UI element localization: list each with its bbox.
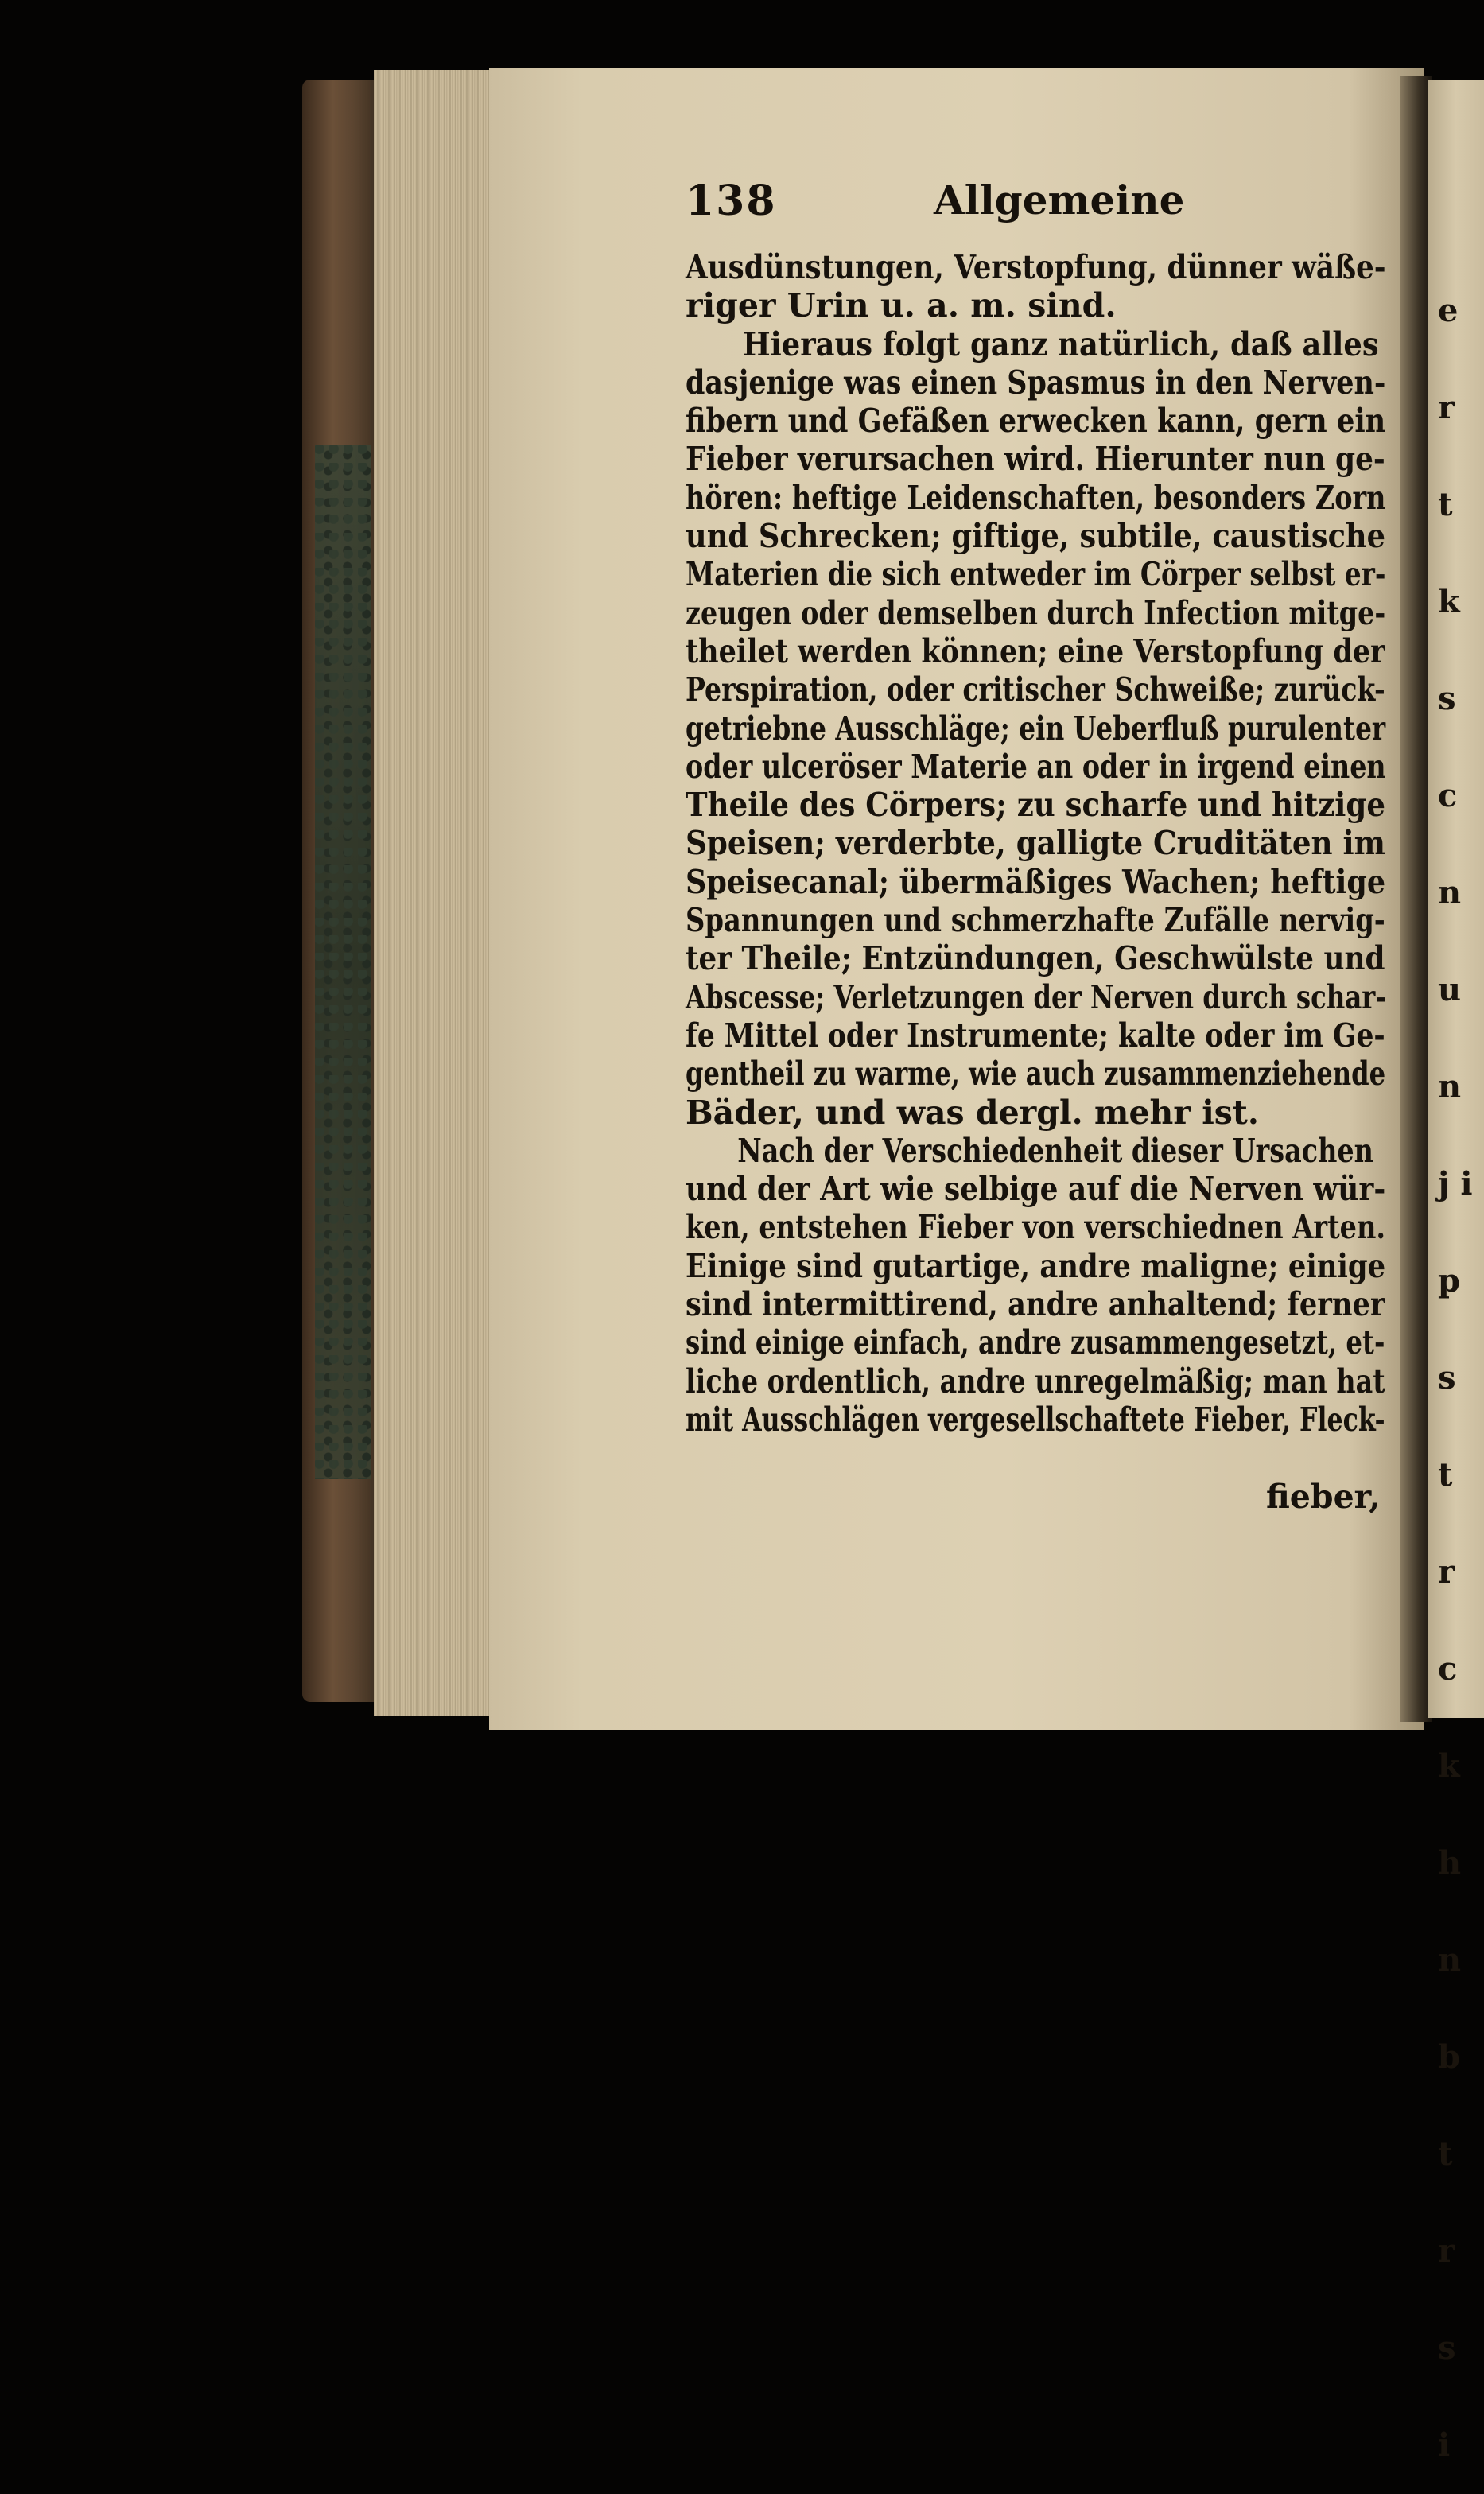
text-line: sind intermittirend, andre anhaltend; ferner	[686, 1285, 1385, 1324]
text-line: riger Urin u. a. m. sind.	[686, 286, 1117, 325]
text-line: Fieber verursachen wird. Hierunter nun ge-	[686, 440, 1385, 479]
text-line: Nach der Verschiedenheit dieser Ursachen	[737, 1131, 1373, 1170]
text-line: Materien die sich entweder im Cörper selbst er-	[686, 555, 1386, 594]
marbled-cover-edge	[315, 445, 371, 1479]
text-line: und Schrecken; giftige, subtile, caustische	[686, 517, 1386, 556]
text-line: Spannungen und schmerzhafte Zufälle nervig-	[686, 901, 1385, 940]
text-line: Ausdünstungen, Verstopfung, dünner wäße-	[686, 248, 1386, 286]
page-header	[686, 177, 1401, 232]
text-line: zeugen oder demselben durch Infection mitge-	[686, 593, 1386, 632]
text-line: Abscesse; Verletzungen der Nerven durch schar-	[686, 977, 1386, 1016]
catchword: fieber,	[1266, 1478, 1381, 1516]
text-line: hören: heftige Leidenschaften, besonders Zorn	[686, 478, 1386, 517]
text-line: ken, entstehen Fieber von verschiednen Arten.	[686, 1208, 1386, 1247]
page-stack-edge	[374, 70, 501, 1716]
text-line: ter Theile; Entzündungen, Geschwülste und	[686, 939, 1385, 978]
text-line: oder ulceröser Materie an oder in irgend einen	[686, 747, 1386, 786]
text-line: fe Mittel oder Instrumente; kalte oder im Ge-	[686, 1016, 1385, 1055]
text-line: getriebne Ausschläge; ein Ueberfluß purulenter	[686, 709, 1386, 748]
text-line: liche ordentlich, andre unregelmäßig; man hat	[686, 1362, 1385, 1400]
book-gutter	[1400, 76, 1432, 1722]
text-line: fibern und Gefäßen erwecken kann, gern ein	[686, 402, 1386, 441]
text-line: Speisecanal; übermäßiges Wachen; heftige	[686, 862, 1386, 901]
text-line: und der Art wie selbige auf die Nerven wür-	[686, 1170, 1386, 1209]
text-line: dasjenige was einen Spasmus in den Nerven-	[686, 363, 1386, 402]
right-page-text-fragment: e r t k s c n u n j i p s t r c k h n b t r s i	[1438, 292, 1473, 2464]
body-text	[686, 248, 1385, 1439]
text-line: sind einige einfach, andre zusammengesetzt, et-	[686, 1323, 1385, 1362]
running-head: Allgemeine	[934, 177, 1185, 223]
text-line: Perspiration, oder critischer Schweiße; zurück-	[686, 670, 1385, 709]
page-number: 138	[686, 177, 777, 225]
text-line: Speisen; verderbte, galligte Cruditäten im	[686, 824, 1385, 863]
text-line: Bäder, und was dergl. mehr ist.	[686, 1093, 1260, 1132]
text-line: Hieraus folgt ganz natürlich, daß alles	[742, 324, 1379, 363]
text-line: theilet werden können; eine Verstopfung der	[686, 631, 1385, 670]
text-line: Einige sind gutartige, andre maligne; einige	[686, 1246, 1386, 1285]
text-line: gentheil zu warme, wie auch zusammenziehende	[686, 1055, 1386, 1094]
text-line: mit Ausschlägen vergesellschaftete Fieber, Fleck-	[686, 1400, 1385, 1439]
text-line: Theile des Cörpers; zu scharfe und hitzige	[686, 786, 1385, 825]
